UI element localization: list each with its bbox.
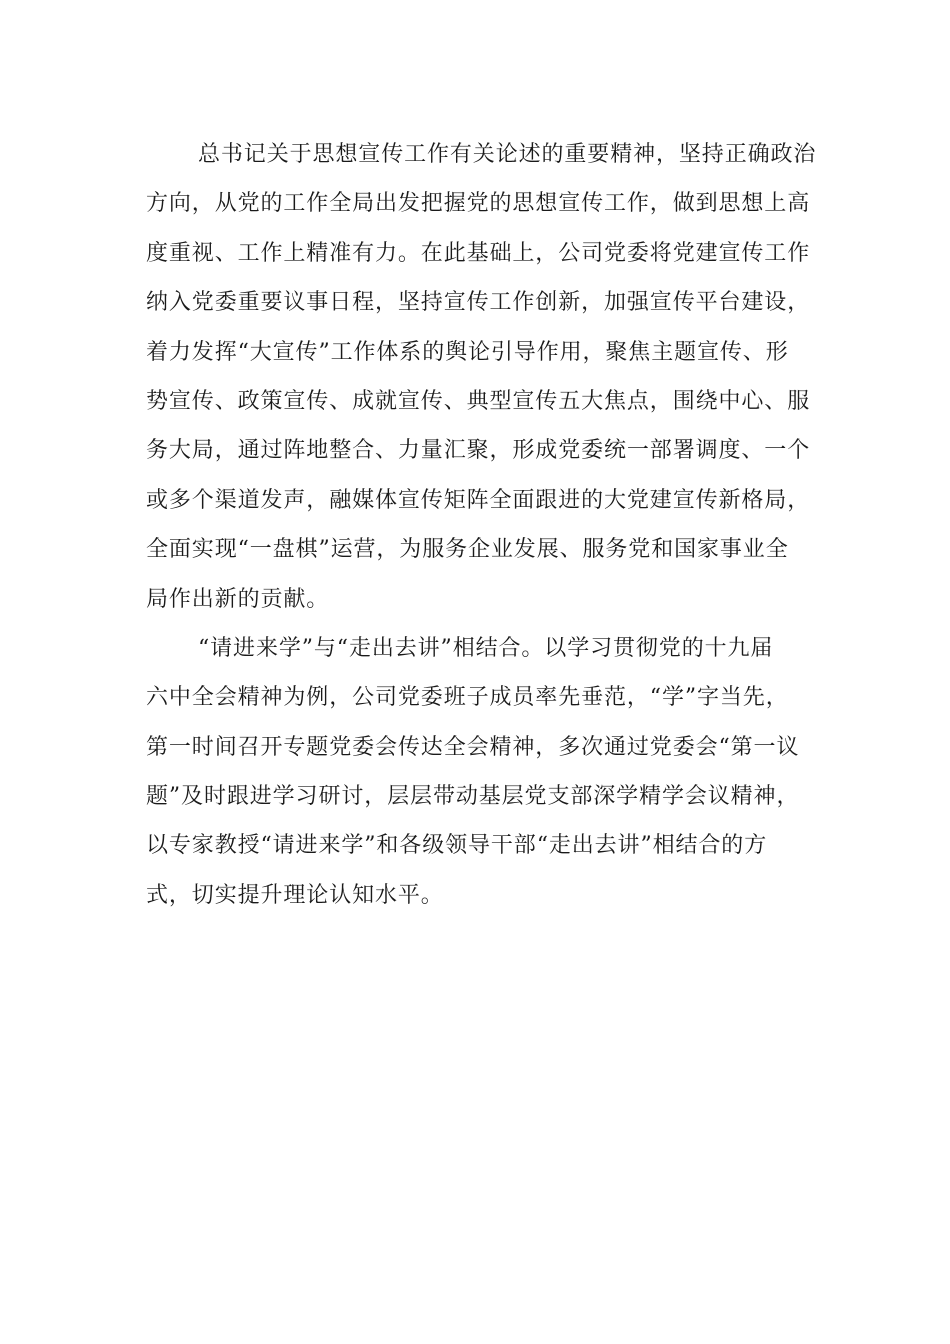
- paragraph-line: 题”及时跟进学习研讨，层层带动基层党支部深学精学会议精神，: [146, 784, 800, 810]
- paragraph-line: 务大局，通过阵地整合、力量汇聚，形成党委统一部署调度、一个: [146, 438, 811, 464]
- paragraph-line: 总书记关于思想宣传工作有关论述的重要精神，坚持正确政治: [198, 142, 817, 167]
- paragraph-line: 局作出新的贡献。: [146, 586, 330, 612]
- paragraph-line: 第一时间召开专题党委会传达全会精神，多次通过党委会“第一议: [146, 734, 800, 760]
- paragraph-line: “请进来学”与“走出去讲”相结合。以学习贯彻党的十九届: [198, 635, 774, 661]
- paragraph-line: 全面实现“一盘棋”运营，为服务企业发展、服务党和国家事业全: [146, 537, 789, 563]
- document-body: [146, 130, 817, 920]
- paragraph-line: 势宣传、政策宣传、成就宣传、典型宣传五大焦点，围绕中心、服: [146, 388, 811, 414]
- paragraph-1: [146, 130, 817, 624]
- paragraph-line: 以专家教授“请进来学”和各级领导干部“走出去讲”相结合的方: [146, 833, 768, 859]
- paragraph-line: 着力发挥“大宣传”工作体系的舆论引导作用，聚焦主题宣传、形: [146, 339, 789, 365]
- paragraph-line: 纳入党委重要议事日程，坚持宣传工作创新，加强宣传平台建设，: [146, 290, 811, 316]
- paragraph-line: 方向，从党的工作全局出发把握党的思想宣传工作，做到思想上高: [146, 191, 811, 217]
- paragraph-2: [146, 624, 806, 920]
- paragraph-line: 或多个渠道发声，融媒体宣传矩阵全面跟进的大党建宣传新格局，: [146, 487, 811, 513]
- paragraph-line: 度重视、工作上精准有力。在此基础上，公司党委将党建宣传工作: [146, 240, 811, 266]
- paragraph-line: 六中全会精神为例，公司党委班子成员率先垂范，“学”字当先，: [146, 685, 789, 711]
- paragraph-line: 式，切实提升理论认知水平。: [146, 882, 444, 908]
